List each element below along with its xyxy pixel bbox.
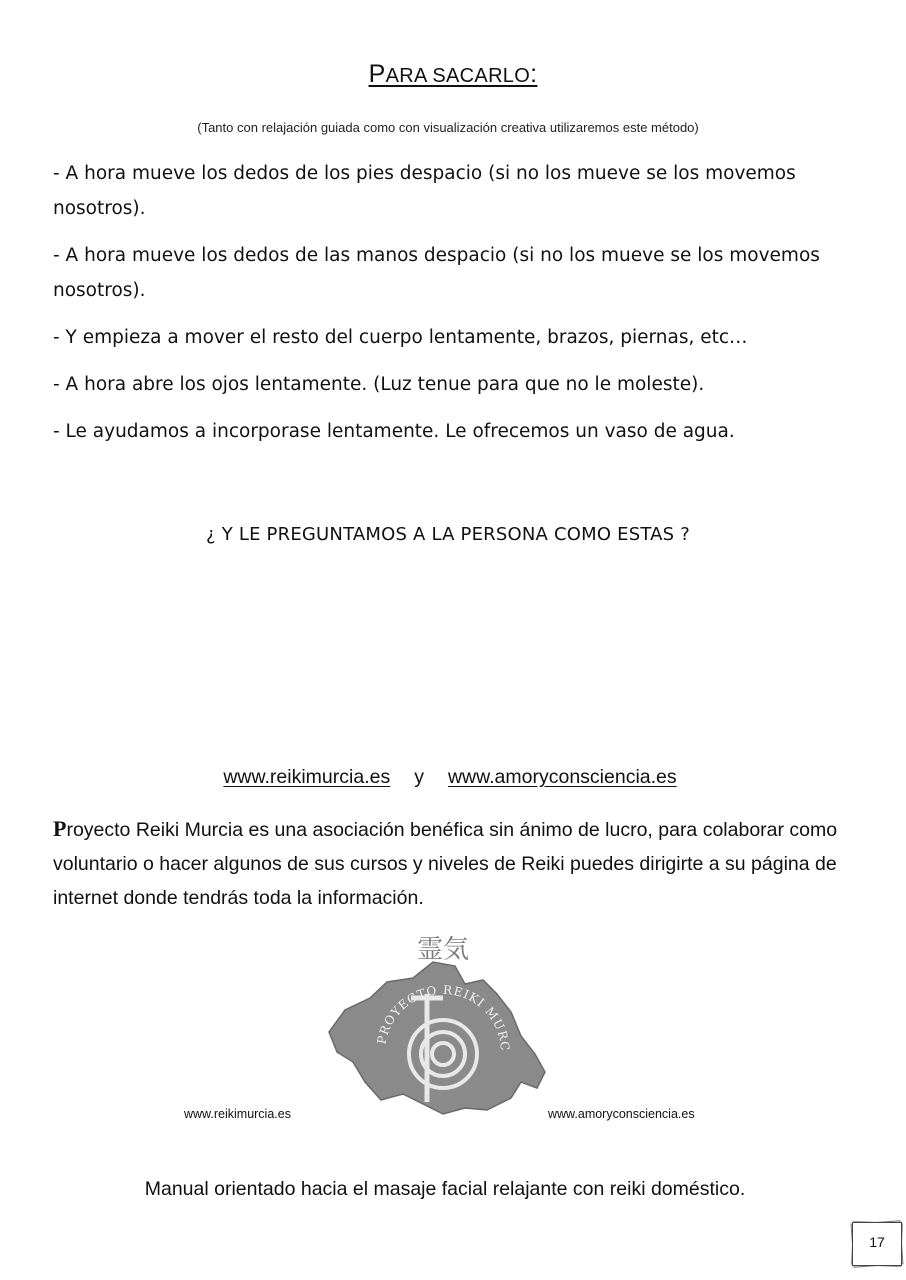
page-number-box bbox=[852, 1222, 902, 1266]
step-item: - Le ayudamos a incorporase lentamente. Le ofrecemos un vaso de agua. bbox=[53, 421, 735, 442]
link-reikimurcia[interactable]: www.reikimurcia.es bbox=[223, 766, 391, 788]
website-links bbox=[0, 766, 900, 789]
manual-caption: Manual orientado hacia el masaje facial relajante con reiki doméstico. bbox=[144, 1178, 746, 1200]
step-item: - Y empieza a mover el resto del cuerpo lentamente, brazos, piernas, etc… bbox=[53, 327, 748, 348]
footer-link-right[interactable]: www.amoryconsciencia.es bbox=[548, 1107, 695, 1121]
heading-rest: ARA SACARLO bbox=[385, 65, 531, 87]
reiki-murcia-logo bbox=[315, 932, 550, 1117]
steps-list bbox=[53, 156, 853, 461]
step-item: - A hora mueve los dedos de las manos despacio (si no los mueve se los movemos nosotros). bbox=[53, 245, 820, 301]
paragraph-drop-letter: P bbox=[53, 816, 67, 841]
heading-subtitle: (Tanto con relajación guiada como con visualización creativa utilizaremos este método) bbox=[197, 120, 699, 135]
paragraph-text: royecto Reiki Murcia es una asociación benéfica sin ánimo de lucro, para colaborar como voluntario o hacer algunos de sus cursos y niveles de Reiki puedes dirigirte a su página de internet donde tendrás toda la información. bbox=[53, 819, 838, 909]
heading-first-letter: P bbox=[368, 60, 386, 88]
step-item: - A hora abre los ojos lentamente. (Luz tenue para que no le moleste). bbox=[53, 374, 705, 395]
page-number: 17 bbox=[869, 1234, 885, 1250]
links-separator: y bbox=[414, 766, 424, 788]
logo-ring-text: PROYECTO REIKI MURC bbox=[374, 982, 513, 1052]
footer-link-left[interactable]: www.reikimurcia.es bbox=[184, 1107, 291, 1121]
closing-question: ¿ Y LE PREGUNTAMOS A LA PERSONA COMO ESTAS ? bbox=[206, 524, 690, 545]
murcia-map-logo-icon bbox=[315, 932, 550, 1117]
section-heading bbox=[0, 60, 906, 89]
logo-kanji: 霊気 bbox=[416, 935, 470, 965]
link-amoryconsciencia[interactable]: www.amoryconsciencia.es bbox=[447, 766, 677, 788]
step-item: - A hora mueve los dedos de los pies despacio (si no los mueve se los movemos nosotros). bbox=[53, 163, 796, 219]
heading-colon: : bbox=[530, 60, 538, 88]
association-paragraph bbox=[53, 812, 843, 915]
